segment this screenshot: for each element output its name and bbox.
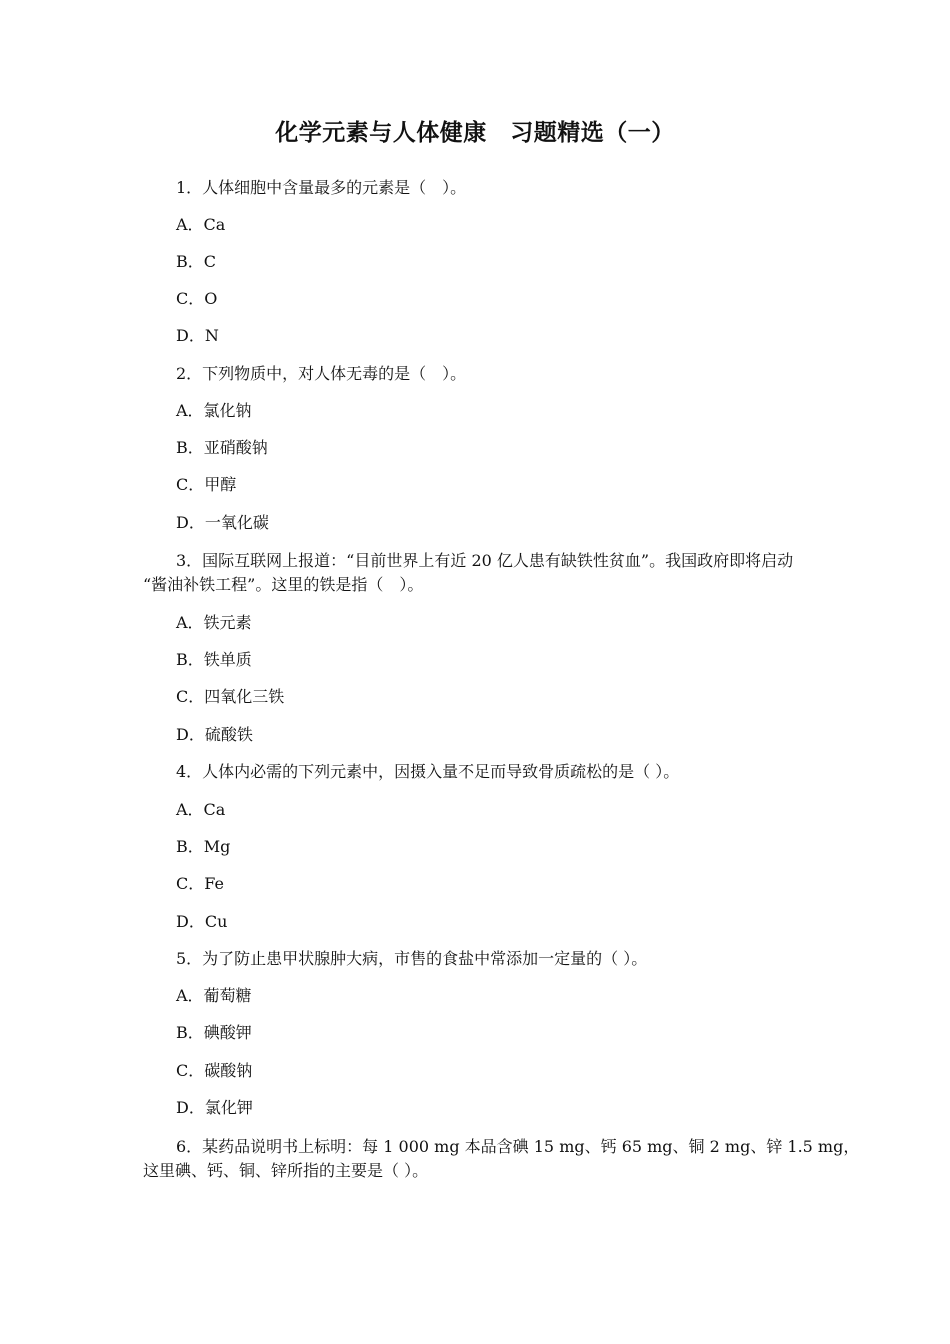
question-4-stem: 4．人体内必需的下列元素中，因摄入量不足而导致骨质疏松的是（ ）。 (176, 762, 680, 781)
question-4-option-c: C．Fe (176, 874, 224, 893)
question-1-stem: 1．人体细胞中含量最多的元素是（ ）。 (176, 178, 467, 197)
question-5-stem: 5．为了防止患甲状腺肿大病，市售的食盐中常添加一定量的（ ）。 (176, 949, 648, 968)
question-2-option-c: C．甲醇 (176, 475, 237, 494)
question-3-stem-line-2: “酱油补铁工程”。这里的铁是指（ ）。 (143, 575, 424, 594)
question-6-stem-line-1: 6．某药品说明书上标明：每 1 000 mg 本品含碘 15 mg、钙 65 mg、铜 2 mg、锌 1.5 mg， (176, 1137, 860, 1156)
question-1-option-d: D．N (176, 326, 219, 345)
question-2-option-d: D．一氧化碳 (176, 513, 269, 532)
question-6-stem-line-2: 这里碘、钙、铜、锌所指的主要是（ ）。 (143, 1161, 429, 1180)
question-3-option-a: A．铁元素 (176, 613, 252, 632)
question-5-option-b: B．碘酸钾 (176, 1023, 252, 1042)
question-4-option-b: B．Mg (176, 837, 231, 856)
question-3-option-b: B．铁单质 (176, 650, 252, 669)
page-title: 化学元素与人体健康 习题精选（一） (275, 120, 675, 146)
question-1-option-b: B．C (176, 252, 217, 271)
question-3-stem-line-1: 3．国际互联网上报道：“目前世界上有近 20 亿人患有缺铁性贫血”。我国政府即将启动 (176, 551, 794, 570)
question-4-option-a: A．Ca (176, 800, 226, 819)
question-3-option-d: D．硫酸铁 (176, 725, 253, 744)
question-2-option-a: A．氯化钠 (176, 401, 252, 420)
question-5-option-c: C．碳酸钠 (176, 1061, 253, 1080)
question-4-option-d: D．Cu (176, 912, 228, 931)
question-2-option-b: B．亚硝酸钠 (176, 438, 268, 457)
question-5-option-a: A．葡萄糖 (176, 986, 252, 1005)
question-3-option-c: C．四氧化三铁 (176, 687, 285, 706)
question-1-option-a: A．Ca (176, 215, 226, 234)
question-5-option-d: D．氯化钾 (176, 1098, 253, 1117)
question-1-option-c: C．O (176, 289, 218, 308)
question-2-stem: 2．下列物质中，对人体无毒的是（ ）。 (176, 364, 467, 383)
